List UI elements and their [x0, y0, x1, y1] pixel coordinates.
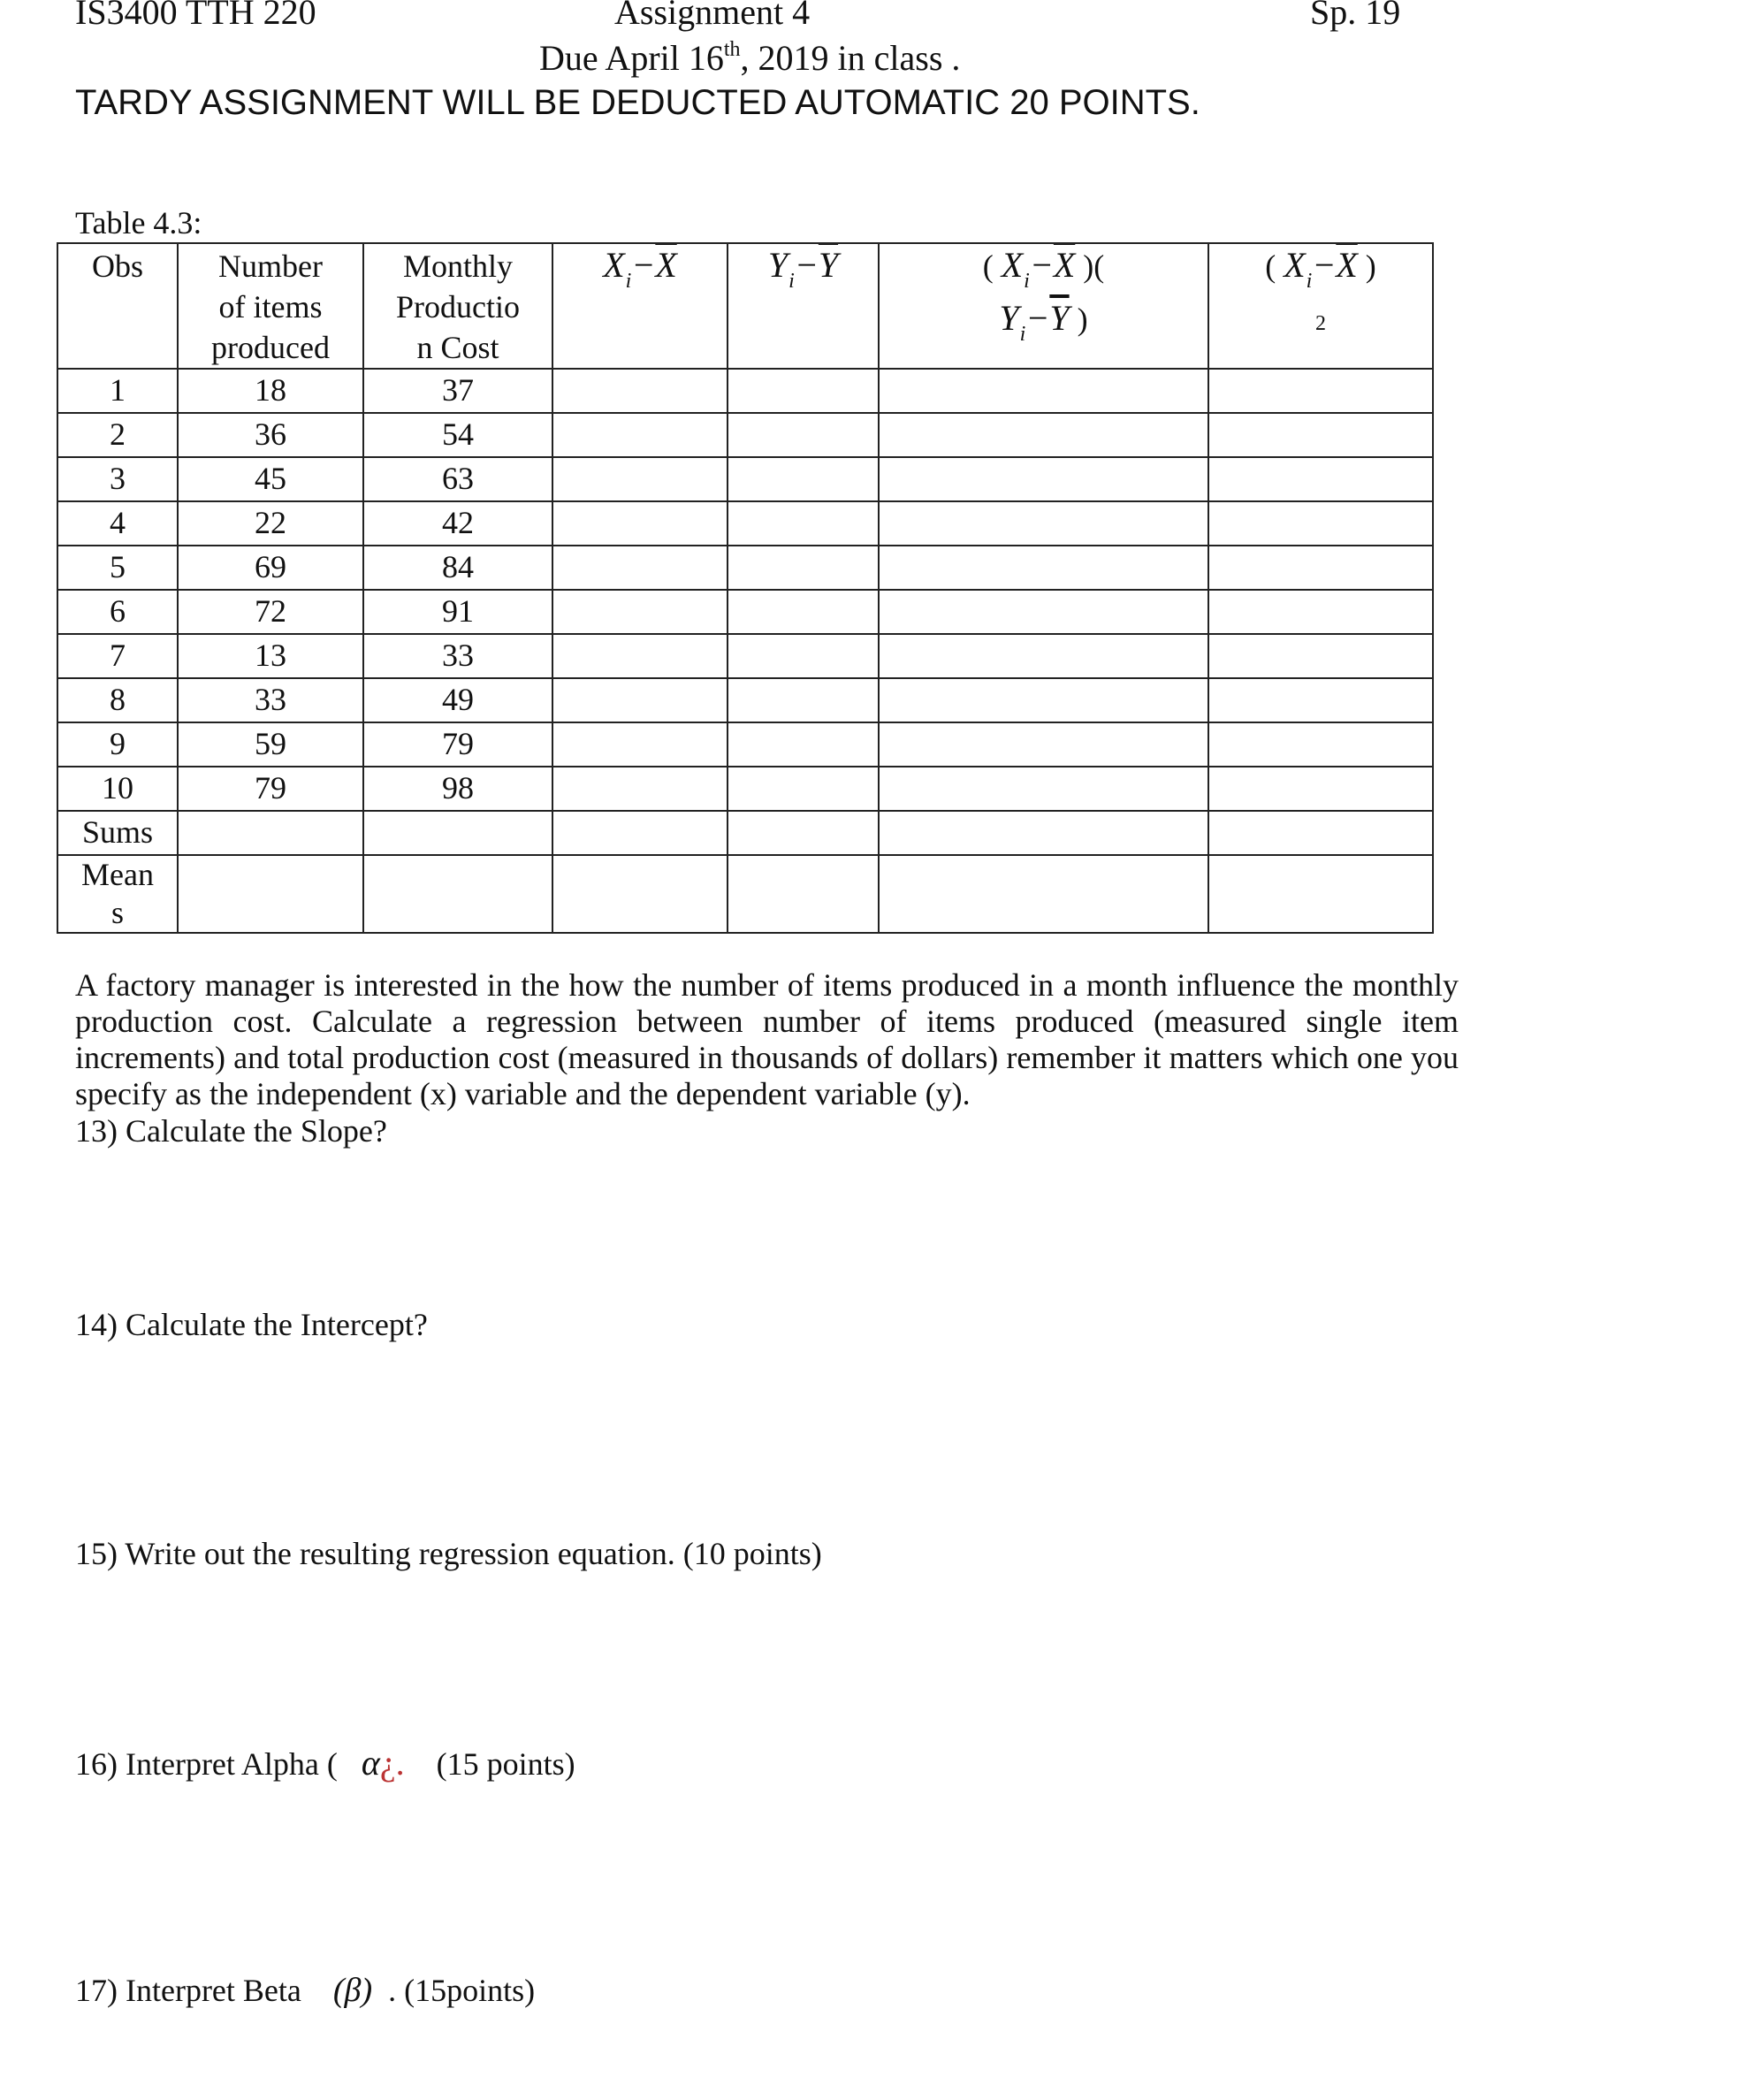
table-header-row	[57, 243, 1433, 369]
cell-items: 59	[178, 722, 363, 767]
question-15: 15) Write out the resulting regression equation. (10 points)	[75, 1536, 822, 1571]
cell-obs: 10	[57, 767, 178, 811]
blank-cell	[728, 457, 879, 501]
table-row	[57, 369, 1433, 413]
blank-cell	[1208, 413, 1433, 457]
blank-cell	[728, 590, 879, 634]
blank-cell	[728, 501, 879, 546]
means-row	[57, 855, 1433, 933]
cell-obs: 9	[57, 722, 178, 767]
table-row	[57, 590, 1433, 634]
cell-obs: 1	[57, 369, 178, 413]
cell-cost: 91	[363, 590, 552, 634]
table-row	[57, 413, 1433, 457]
blank-cell	[879, 369, 1208, 413]
table-row	[57, 546, 1433, 590]
sums-label: Sums	[57, 811, 178, 855]
blank-cell	[1208, 678, 1433, 722]
cell-items: 72	[178, 590, 363, 634]
blank-cell	[552, 678, 728, 722]
blank-cell	[1208, 369, 1433, 413]
blank-cell	[552, 369, 728, 413]
header-items: Number of items produced	[178, 243, 363, 369]
blank-cell	[552, 590, 728, 634]
header-cost: Monthly Productio n Cost	[363, 243, 552, 369]
cell-items: 36	[178, 413, 363, 457]
table-caption: Table 4.3:	[75, 205, 202, 241]
blank-cell	[879, 634, 1208, 678]
blank-cell	[552, 501, 728, 546]
question-14: 14) Calculate the Intercept?	[75, 1307, 428, 1342]
cell-items: 69	[178, 546, 363, 590]
cell-items: 22	[178, 501, 363, 546]
table-row	[57, 767, 1433, 811]
data-table	[57, 242, 1434, 934]
question-13: 13) Calculate the Slope?	[75, 1113, 387, 1149]
blank-cell	[728, 369, 879, 413]
blank-cell	[879, 590, 1208, 634]
cell-cost: 49	[363, 678, 552, 722]
cell-cost: 79	[363, 722, 552, 767]
cell-items: 18	[178, 369, 363, 413]
blank-cell	[728, 546, 879, 590]
blank-cell	[1208, 634, 1433, 678]
blank-cell	[879, 501, 1208, 546]
blank-cell	[1208, 501, 1433, 546]
blank-cell	[1208, 546, 1433, 590]
header-x-deviation: $X_i-\overline{X}$	[552, 243, 728, 369]
assignment-title: Assignment 4	[614, 0, 811, 32]
alpha-symbol: α	[361, 1743, 380, 1783]
header-x-squared: ( $X_i-\overline{X}$ ) 2	[1208, 243, 1433, 369]
cell-obs: 3	[57, 457, 178, 501]
problem-description: A factory manager is interested in the how the number of items produced in a month influence the monthly production cost. Calculate a regression between number of items produced (measured single item increments) and total production cost (measured in thousands of dollars) remember it matters which one you specify as the independent (x) variable and the dependent variable (y).	[75, 967, 1459, 1111]
header-obs: Obs	[57, 243, 178, 369]
blank-cell	[552, 634, 728, 678]
blank-cell	[879, 678, 1208, 722]
blank-cell	[728, 767, 879, 811]
cell-items: 45	[178, 457, 363, 501]
cell-cost: 84	[363, 546, 552, 590]
cell-cost: 54	[363, 413, 552, 457]
blank-cell	[552, 546, 728, 590]
table-row	[57, 501, 1433, 546]
cell-cost: 37	[363, 369, 552, 413]
header-y-deviation: $Y_i-\overline{Y}$	[728, 243, 879, 369]
unicode-artifact: ¿.	[379, 1743, 405, 1783]
due-date: Due April 16th, 2019 in class .	[539, 38, 961, 78]
blank-cell	[728, 722, 879, 767]
cell-obs: 4	[57, 501, 178, 546]
blank-cell	[879, 457, 1208, 501]
blank-cell	[879, 413, 1208, 457]
blank-cell	[1208, 457, 1433, 501]
blank-cell	[728, 678, 879, 722]
cell-obs: 2	[57, 413, 178, 457]
sums-row	[57, 811, 1433, 855]
cell-cost: 42	[363, 501, 552, 546]
blank-cell	[728, 634, 879, 678]
cell-items: 33	[178, 678, 363, 722]
cell-cost: 63	[363, 457, 552, 501]
course-code: IS3400 TTH 220	[75, 0, 316, 32]
blank-cell	[728, 413, 879, 457]
question-17: 17) Interpret Beta (β) . (15points)	[75, 1972, 536, 2009]
blank-cell	[879, 546, 1208, 590]
blank-cell	[1208, 722, 1433, 767]
cell-cost: 98	[363, 767, 552, 811]
cell-obs: 6	[57, 590, 178, 634]
blank-cell	[1208, 590, 1433, 634]
tardy-notice: TARDY ASSIGNMENT WILL BE DEDUCTED AUTOMATIC 20 POINTS.	[75, 83, 1200, 122]
blank-cell	[552, 767, 728, 811]
cell-obs: 8	[57, 678, 178, 722]
blank-cell	[1208, 767, 1433, 811]
blank-cell	[552, 457, 728, 501]
table-row	[57, 457, 1433, 501]
cell-obs: 7	[57, 634, 178, 678]
header-cross-product: ( $X_i-\overline{X}$ )( $Y_i-\overline{Y}$ )	[879, 243, 1208, 369]
blank-cell	[552, 413, 728, 457]
means-label: Mean s	[57, 855, 178, 933]
blank-cell	[879, 767, 1208, 811]
semester: Sp. 19	[1310, 0, 1401, 32]
cell-items: 13	[178, 634, 363, 678]
question-16: 16) Interpret Alpha ( α¿. (15 points)	[75, 1743, 575, 1783]
blank-cell	[879, 722, 1208, 767]
beta-symbol: (β)	[332, 1972, 373, 2009]
table-row	[57, 634, 1433, 678]
table-row	[57, 722, 1433, 767]
blank-cell	[552, 722, 728, 767]
table-row	[57, 678, 1433, 722]
cell-cost: 33	[363, 634, 552, 678]
cell-obs: 5	[57, 546, 178, 590]
cell-items: 79	[178, 767, 363, 811]
